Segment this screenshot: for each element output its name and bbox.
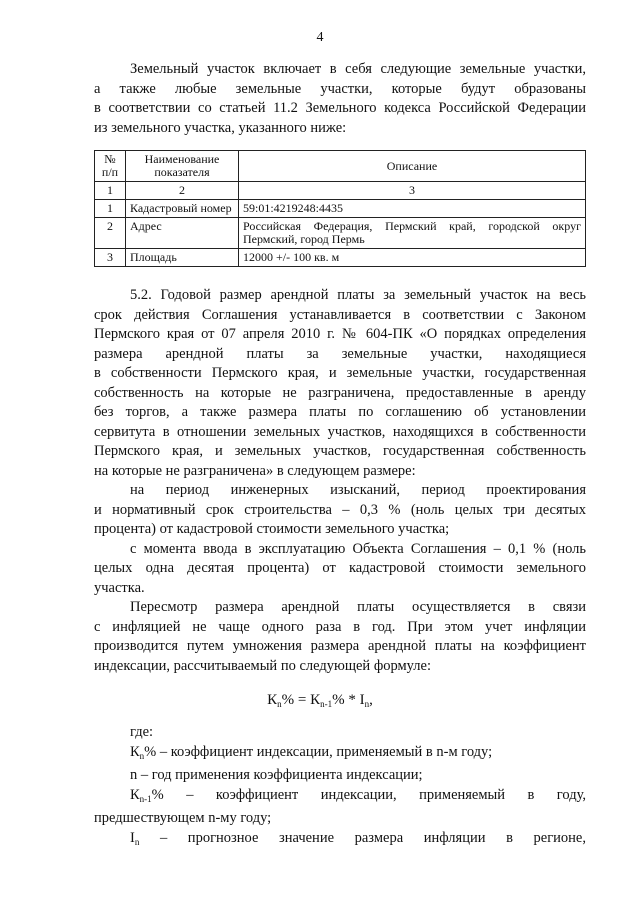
header-cell-description: Описание [239, 151, 586, 182]
text-line: в собственности Пермского края, и земельные участки, государственная [94, 365, 586, 381]
formula-part: % = К [281, 692, 321, 708]
formula-k: К [130, 743, 140, 760]
text-line: на период инженерных изысканий, период проектирования [130, 482, 586, 498]
text-line: производится путем умножения размера арендной платы на коэффициент [94, 638, 586, 654]
formula-sub: n [134, 836, 140, 847]
text-line: индексации, рассчитываемый по следующей формуле: [94, 657, 431, 674]
row-number: 2 [95, 218, 126, 249]
definition-line: предшествующем n-му году; [94, 810, 272, 826]
text-line: размера арендной платы за земельные участки, находящиеся [94, 345, 586, 362]
row-description: 59:01:4219248:4435 [239, 200, 586, 218]
text-line: Пермского края, и земельных участков, государственная собственность [94, 443, 586, 459]
table-column-numbers-row [95, 182, 586, 200]
land-plot-table [94, 150, 586, 267]
definition-line [94, 829, 586, 853]
definition-line [94, 786, 586, 810]
text-line: на которые не разграничена» в следующем размере: [94, 462, 416, 479]
formula-sub: n [139, 750, 145, 761]
text-line: без торгов, а также размера платы по соглашению об установлении [94, 404, 586, 420]
row-name: Адрес [126, 218, 239, 249]
text-line: Пересмотр размера арендной платы осуществляется в связи [130, 599, 586, 615]
text-line: в соответствии со статьей 11.2 Земельного кодекса Российской Федерации [94, 100, 586, 116]
table-row [95, 218, 586, 249]
header-cell-name: Наименование показателя [126, 151, 239, 182]
text-line: Земельный участок включает в себя следующие земельные участки, [130, 61, 586, 77]
text-line: с инфляцией не чаще одного раза в год. При этом учет инфляции [94, 618, 586, 635]
formula-sub: n [277, 699, 282, 709]
formula-sub: n-1 [139, 793, 152, 804]
text-line: и нормативный срок строительства – 0,3 % (ноль целых три десятых [94, 501, 586, 518]
column-number: 3 [239, 182, 586, 200]
text-line: сервитута в отношении земельных участков, находящихся в собственности [94, 423, 586, 440]
formula-part: , [369, 692, 373, 708]
page-number: 4 [316, 30, 324, 45]
table-row [95, 249, 586, 267]
text-line: а также любые земельные участки, которые будут образованы [94, 80, 586, 97]
row-name: Кадастровый номер [126, 200, 239, 218]
formula-part: % * I [332, 692, 365, 708]
column-number: 2 [126, 182, 239, 200]
intro-paragraph [94, 60, 586, 138]
formula-sub: n [364, 699, 370, 709]
text-line: из земельного участка, указанного ниже: [94, 119, 347, 136]
text-line: Пермского края от 07 апреля 2010 г. № 604-ПК «О порядках определения [94, 326, 586, 342]
formula-k: К [267, 692, 278, 708]
definition-line [94, 743, 586, 767]
text-line: процента) от кадастровой стоимости земельного участка; [94, 521, 450, 537]
formula-definitions [94, 723, 586, 852]
column-number: 1 [95, 182, 126, 200]
definition-text: % – коэффициент индексации, применяемый в n-м году; [144, 743, 493, 760]
section-5-2-paragraph [94, 286, 586, 676]
table-row [95, 200, 586, 218]
row-name: Площадь [126, 249, 239, 267]
row-number: 3 [95, 249, 126, 267]
row-number: 1 [95, 200, 126, 218]
definition-text: % – коэффициент индексации, применяемый в году, [151, 786, 586, 803]
text-line: целых одна десятая процента) от кадастровой стоимости земельного [94, 560, 586, 576]
row-description: 12000 +/- 100 кв. м [239, 249, 586, 267]
formula-sub: n-1 [320, 699, 333, 709]
formula-k: К [130, 786, 140, 803]
text-line: с момента ввода в эксплуатацию Объекта Соглашения – 0,1 % (ноль [130, 540, 586, 557]
formula-i: I [130, 829, 135, 846]
row-description: Российская Федерация, Пермский край, городской округ Пермский, город Пермь [239, 218, 586, 249]
text-line: участка. [94, 579, 145, 596]
indexation-formula [0, 692, 640, 709]
where-label: где: [130, 724, 154, 740]
table-header-row [95, 151, 586, 182]
text-line: 5.2. Годовой размер арендной платы за земельный участок на весь [130, 287, 586, 303]
definition-line: n – год применения коэффициента индексации; [130, 767, 423, 783]
text-line: срок действия Соглашения устанавливается в соответствии с Законом [94, 306, 586, 323]
definition-text: – прогнозное значение размера инфляции в регионе, [159, 829, 586, 846]
header-cell-number: № п/п [95, 151, 126, 182]
text-line: собственность на которые не разграничена, предоставленные в аренду [94, 384, 586, 401]
